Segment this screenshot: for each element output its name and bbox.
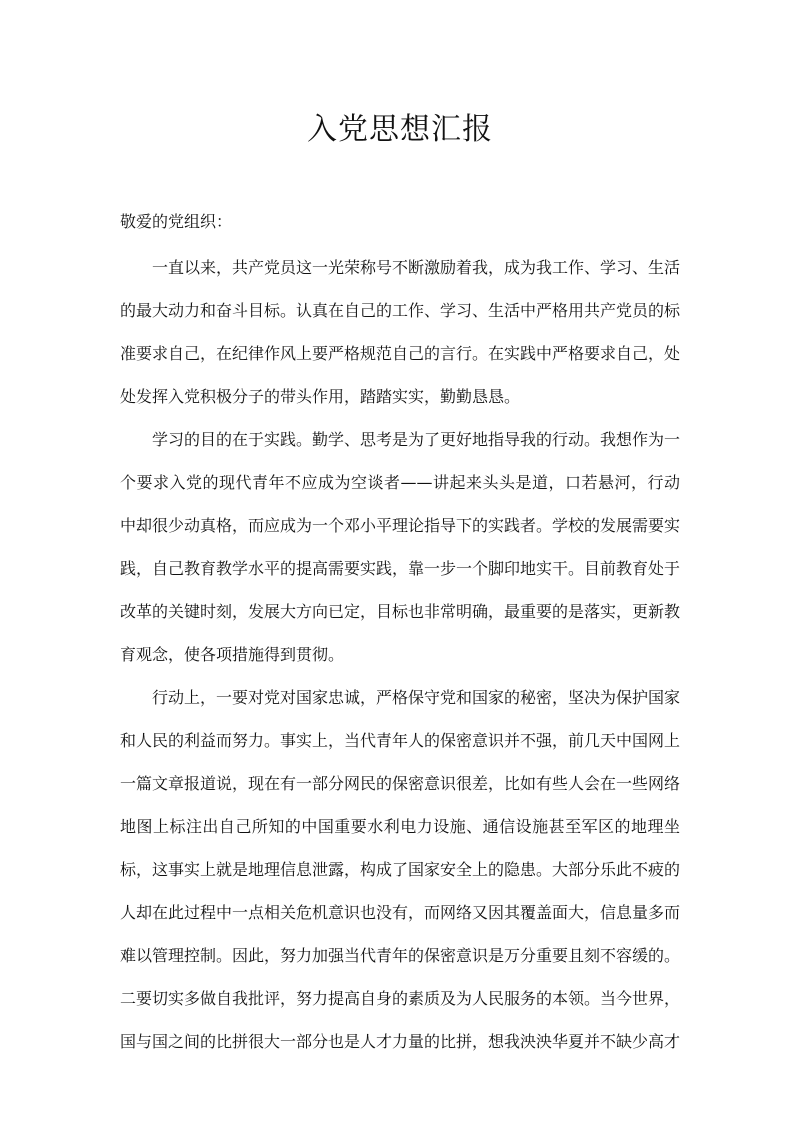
paragraph-line: 个要求入党的现代青年不应成为空谈者——讲起来头头是道，口若悬河，行动 <box>120 473 680 492</box>
paragraph-line: 践，自己教育教学水平的提高需要实践，靠一步一个脚印地实干。目前教育处于 <box>120 559 681 578</box>
paragraph-line: 人却在此过程中一点相关危机意识也没有，而网络又因其覆盖面大，信息量多而 <box>120 903 681 922</box>
paragraph-line: 的最大动力和奋斗目标。认真在自己的工作、学习、生活中严格用共产党员的标 <box>120 301 681 320</box>
paragraph-line: 一篇文章报道说，现在有一部分网民的保密意识很差，比如有些人会在一些网络 <box>120 774 681 793</box>
paragraph-line: 二要切实多做自我批评，努力提高自身的素质及为人民服务的本领。当今世界， <box>120 989 681 1008</box>
paragraph-line: 难以管理控制。因此，努力加强当代青年的保密意识是万分重要且刻不容缓的。 <box>120 946 681 965</box>
page-title: 入党思想汇报 <box>307 112 493 147</box>
paragraph-line: 地图上标注出自己所知的中国重要水利电力设施、通信设施甚至军区的地理坐 <box>120 817 680 836</box>
paragraph-line: 标，这事实上就是地理信息泄露，构成了国家安全上的隐患。大部分乐此不疲的 <box>120 860 681 879</box>
paragraph-line: 和人民的利益而努力。事实上，当代青年人的保密意识并不强，前几天中国网上 <box>120 731 681 750</box>
paragraph-line: 国与国之间的比拼很大一部分也是人才力量的比拼，想我泱泱华夏并不缺少高才 <box>120 1032 681 1051</box>
paragraph-line: 学习的目的在于实践。勤学、思考是为了更好地指导我的行动。我想作为一 <box>152 430 681 449</box>
paragraph-line: 中却很少动真格，而应成为一个邓小平理论指导下的实践者。学校的发展需要实 <box>120 516 681 535</box>
paragraph-line: 准要求自己，在纪律作风上要严格规范自己的言行。在实践中严格要求自己，处 <box>120 344 681 363</box>
paragraph-line: 处发挥入党积极分子的带头作用，踏踏实实，勤勤恳恳。 <box>120 387 521 406</box>
paragraph-line: 育观念，使各项措施得到贯彻。 <box>120 645 345 664</box>
paragraph-line: 一直以来，共产党员这一光荣称号不断激励着我，成为我工作、学习、生活 <box>152 258 681 277</box>
salutation: 敬爱的党组织： <box>120 212 233 231</box>
paragraph-line: 改革的关键时刻，发展大方向已定，目标也非常明确，最重要的是落实，更新教 <box>120 602 681 621</box>
paragraph-line: 行动上，一要对党对国家忠诚，严格保守党和国家的秘密，坚决为保护国家 <box>152 688 681 707</box>
